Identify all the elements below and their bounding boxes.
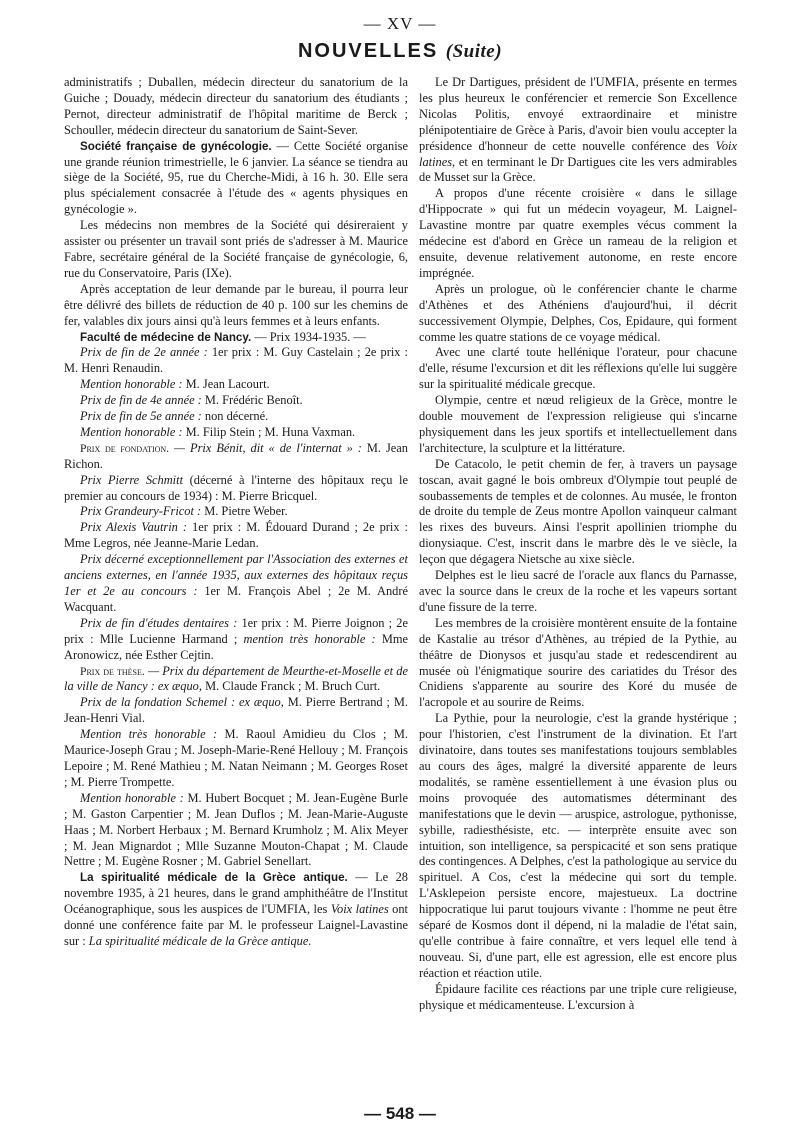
paragraph-epidaure: Épidaure facilite ces réactions par une triple cure religieuse, physique et médicamenteuse. L'excursion à [419, 981, 737, 1012]
prize-label: Prix de fin de 5e année : [80, 409, 202, 424]
paragraph-nancy [64, 330, 408, 346]
title-suite: (Suite) [445, 41, 503, 62]
prize-label: Prix de la fondation Schemel : ex æquo, [80, 695, 284, 710]
prize-text: M. Pietre Weber. [201, 504, 288, 519]
prize-line [64, 393, 408, 409]
prize-label: Mention honorable : [80, 790, 184, 805]
title-text: NOUVELLES [297, 40, 439, 62]
prize-label-italic: mention très honorable : [237, 631, 376, 646]
lead-gynecologie: Société française de gynécologie. [80, 139, 272, 153]
prize-text: M. Raoul Amidieu du Clos ; M. Maurice-Joseph Grau ; M. Joseph-Marie-René Hellouy ; M. François Lepoire ; M. René Mathieu ; M. Natan Neimann ; M. Georges Roset ; M. Pierre Trompette. [64, 727, 408, 789]
prize-text: M. Frédéric Benoît. [201, 393, 303, 408]
paragraph-gyn-members: Les médecins non membres de la Société qui désireraient y assister ou présenter un travail sont priés de s'adresser à M. Maurice Fabre, secrétaire général de la Société française de gynécologie, 6, rue du Conservatoire, Paris (IXe). [64, 218, 408, 280]
page-title [0, 40, 800, 63]
paragraph-pythie: La Pythie, pour la neurologie, c'est la grande hystérique ; pour l'historien, c'est l'instrument de la divination. Et l'art divinatoire, dans toutes ses manifestations toujours semblables au cours des âges, malgré la diversité apparente de leurs modalités, se ramène essentiellement à une évasion plus ou moins provoquée des automatismes déterminant des manifestations que le devin — aruspice, astrologue, pythonisse, sybille, radiesthésiste, etc. — interprète ensuite avec son intuition, son intelligence, sa perspicacité et son sens pratique des contingences. A Delphes, c'est la pathologique au service du spirituel. A Cos, c'est la médecine qui sort du temple. L'Asklepeion persiste encore, majestueux. La doctrine hippocratique lui parut toujours vivante : l'homme ne peut être séparé de Kosmos dont il dépend, ni la maladie de l'état sain, qu'elle contribue à faire connaître, et vers lequel elle tend à nouveau. Si, d'une part, elle est agression, elle est encore plus réaction et réaction utile. [419, 711, 737, 980]
prize-line [64, 616, 408, 664]
prize-text: M. Pierre Bertrand ; M. Jean-Henri Vial. [64, 695, 408, 726]
prize-line [64, 345, 408, 377]
prize-text: non décerné. [201, 409, 269, 424]
prize-line [64, 473, 408, 505]
prize-line [64, 791, 408, 871]
prize-label-italic: — Prix Bénit, dit « de l'internat » : [169, 440, 362, 455]
prize-line [64, 695, 408, 727]
prize-label: Prix Alexis Vautrin : [80, 520, 187, 535]
prize-text: 1er prix : M. Pierre Joignon ; 2e prix : Mlle Lucienne Harmand ; [64, 615, 408, 646]
prize-line [64, 552, 408, 616]
lead-nancy: Faculté de médecine de Nancy. [80, 330, 252, 344]
prize-label: Prix décerné exceptionnellement par l'Association des externes et anciens externes, en l'année 1935, aux externes des hôpitaux reçus 1er et 2e au concours : [64, 552, 408, 598]
paragraph-sanatorium: administratifs ; Duballen, médecin directeur du sanatorium de la Guiche ; Douady, médecin directeur du sanatorium des étudiants ; Pernot, directeur administratif de l'hôpital maritime de Berck ; Schouller, médecin directeur du sanatorium de Saint-Sever. [64, 75, 408, 137]
prize-text: M. Jean Lacourt. [182, 377, 270, 392]
paragraph-prologue: Après un prologue, où le conférencier chante le charme d'Athènes et des Athéniens d'aujourd'hui, il décrit successivement Olympie, Delphes, Cos, Epidaure, qui forment comme les quatre stations de ce voyage médical. [419, 281, 737, 344]
prize-label: Prix de thèse. [80, 664, 145, 678]
prize-label: Prix de fin d'études dentaires : [80, 615, 238, 630]
paragraph-gyn-reduction: Après acceptation de leur demande par le bureau, il pourra leur être délivré des billets de réduction de 40 p. 100 sur les chemins de fer, valables dix jours ainsi qu'à leurs femmes et à leurs enfants. [64, 281, 408, 328]
text-dartigues-2: , et en terminant le Dr Dartigues cite les vers admirables de Musset sur la Grèce. [419, 154, 737, 185]
paragraph-kastalie: Les membres de la croisière montèrent ensuite de la fontaine de Kastalie au trésor d'Athènes, au trépied de la Pythie, au théâtre de Dionysos et jusqu'au stade et redescendirent au musée où l'énigmatique sourire des cariatides du Trésor des Cnidiens s'apparente au sourire des Koré du musée de l'acropole et au sourire de Reims. [419, 615, 737, 710]
prize-label-italic: — Prix du département de Meurthe-et-Moselle et de la ville de Nancy : ex æquo, [64, 663, 408, 694]
paragraph-olympie: Olympie, centre et nœud religieux de la Grèce, montre le double mouvement de l'expression religieuse qui s'incarne physiquement dans les jeux sportifs et intellectuellement dans l'architecture, la sculpture et la littérature. [419, 393, 737, 455]
prize-label: Mention très honorable : [80, 727, 218, 742]
prize-text: M. Jean Richon. [64, 440, 408, 471]
prize-label: Mention honorable : [80, 424, 183, 439]
text-spiritualite-2: ont donné une conférence faite par M. le professeur Laignel-Lavastine sur : [64, 902, 408, 948]
text-dartigues: Le Dr Dartigues, président de l'UMFIA, présente en termes les plus heureux le conférencier et remercie Son Excellence Nicolas Politis, envoyé extraordinaire et ministre plénipotentiaire de Grèce à Paris, d'avoir bien voulu accepter la présidence d'honneur de cette nouvelle conférence des [419, 75, 737, 153]
prize-line [64, 441, 408, 473]
paragraph-gynecologie [64, 139, 408, 219]
page-number: — 548 — [364, 1104, 436, 1123]
prize-label: Prix de fondation. [80, 441, 170, 455]
text-conference-title: La spiritualité médicale de la Grèce antique. [88, 933, 312, 948]
prize-line [64, 664, 408, 696]
left-column [64, 75, 408, 950]
prize-text: 1er prix : M. Guy Castelain ; 2e prix : M. Henri Renaudin. [64, 345, 408, 376]
prize-label: Prix de fin de 4e année : [80, 393, 202, 408]
prize-text: 1er prix : M. Édouard Durand ; 2e prix : Mme Legros, née Jeanne-Marie Ledan. [64, 520, 408, 551]
text-voix-latines: Voix latines [330, 902, 389, 917]
prize-line [64, 377, 408, 393]
prize-line [64, 425, 408, 441]
text-spiritualite: — Le 28 novembre 1935, à 21 heures, dans le grand amphithéâtre de l'Institut Océanographique, sous les auspices de l'UMFIA, les [64, 870, 408, 917]
paragraph-dartigues [419, 75, 737, 186]
prize-label: Mention honorable : [80, 377, 183, 392]
prize-text: M. Claude Franck ; M. Bruch Curt. [201, 679, 381, 694]
text-nancy-intro: — Prix 1934-1935. — [251, 329, 366, 344]
paragraph-clarte: Avec une clarté toute hellénique l'orateur, pour chacune d'elle, résume l'excursion et dit les réflexions qu'elle lui suggère sur la spiritualité médicale grecque. [419, 345, 737, 392]
prize-text: (décerné à l'interne des hôpitaux reçu le premier au concours de 1934) : M. Pierre Bricquel. [64, 472, 408, 503]
text-voix-latines: Voix latines [419, 138, 737, 169]
prize-text: M. Filip Stein ; M. Huna Vaxman. [182, 424, 356, 439]
right-column [419, 75, 737, 1013]
page-roman-numeral: — XV — [363, 14, 437, 33]
lead-spiritualite: La spiritualité médicale de la Grèce antique. [80, 871, 348, 885]
prize-text: 1er M. François Abel ; 2e M. André Wacquant. [64, 584, 408, 614]
paragraph-spiritualite [64, 870, 408, 950]
prize-label: Prix de fin de 2e année : [80, 345, 208, 360]
prize-text: Mme Aronowicz, née Esther Cejtin. [64, 631, 408, 662]
paragraph-delphes: Delphes est le lieu sacré de l'oracle aux flancs du Parnasse, avec la source dans le creux de la roche et les vapeurs sortant d'une fissure de la terre. [419, 568, 737, 614]
text-gynecologie: — Cette Société organise une grande réunion trimestrielle, le 6 janvier. La séance se tiendra au siège de la Société, 95, rue du Cherche-Midi, à 16 h. 30. Elle sera plus spécialement consacrée à l'étude des « agents physiques en gynécologie ». [64, 138, 408, 217]
prize-label: Prix Pierre Schmitt [80, 472, 184, 487]
prize-line [64, 520, 408, 552]
prize-line [64, 409, 408, 425]
paragraph-catacolo: De Catacolo, le petit chemin de fer, à travers un paysage toscan, avait gagné le bois ombreux d'Olympie tout peuplé de soubassements de temples et de colonnes. Au musée, le fronton de droite du temple de Zeus montre Apollon vainqueur calmant les rixes des buveurs. Ainsi l'esprit apollinien triomphe du dionysiaque. C'est, inscrit dans le marbre dès le ve siècle, la leçon que dégagera Nietsche au xixe siècle. [419, 456, 737, 567]
prize-text: M. Hubert Bocquet ; M. Jean-Eugène Burle ; M. Gaston Carpentier ; M. Jean Duflos ; M. Jean-Marie-Auguste Haas ; M. Norbert Herbaux ; M. Bernard Krumholz ; M. Alix Meyer ; M. Jean Mignardot ; Mlle Suzanne Mouton-Chapat ; M. Claude Nettre ; M. Eugène Rosner ; M. Gabriel Senellart. [64, 790, 408, 869]
paragraph-croisiere: A propos d'une récente croisière « dans le sillage d'Hippocrate » qui fut un médecin voyageur, M. Laignel-Lavastine montre par quatre exemples vécus comment la médecine est d'abord en Grèce un rameau de la religion et ensuite, devenue relativement autonome, en reste encore imprégnée. [419, 186, 737, 280]
prize-line [64, 504, 408, 520]
prize-line [64, 727, 408, 791]
prize-label: Prix Grandeury-Fricot : [80, 504, 202, 519]
